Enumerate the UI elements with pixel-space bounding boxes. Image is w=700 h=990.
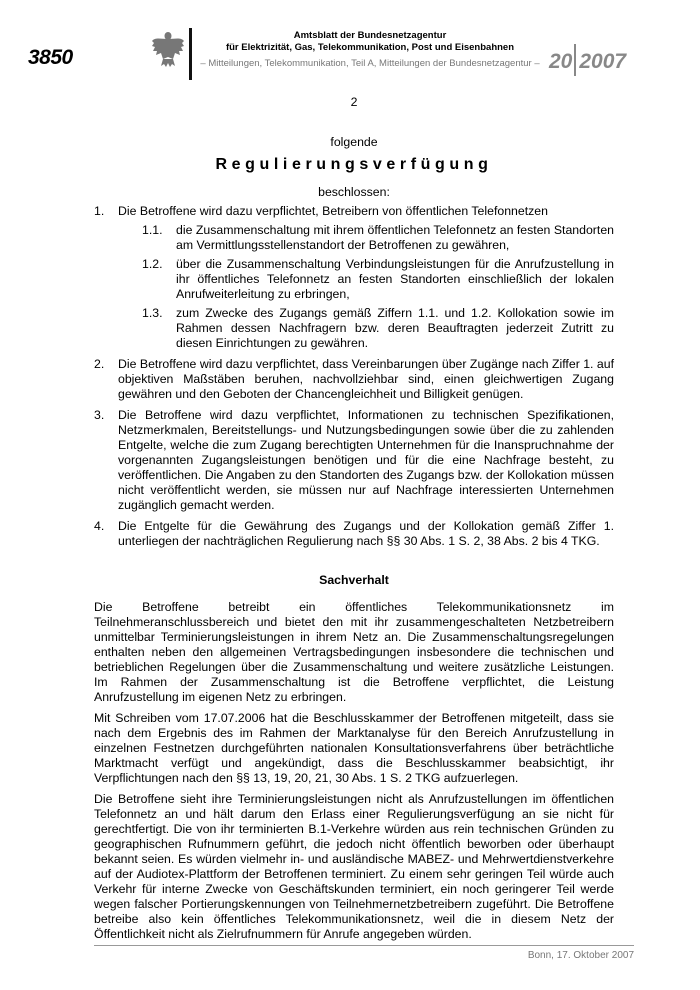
- item-text: Die Entgelte für die Gewährung des Zugangs und der Kollokation gemäß Ziffer 1. unterliegen der nachträglichen Regulierung nach §§ 30 Abs. 1 S. 2, 38 Abs. 2 bis 4 TKG.: [118, 519, 614, 548]
- paragraph: Mit Schreiben vom 17.07.2006 hat die Beschlusskammer der Betroffenen mitgeteilt, dass sie nach dem Ergebnis des im Rahmen der Marktanalyse für den Bereich Anrufzustellung in einzelnen Festnetzen durchgeführten nationalen Konsultationsverfahrens über beträchtliche Marktmacht verfügt und angekündigt, dass die Beschlusskammer beabsichtigt, ihr Verpflichtungen nach den §§ 13, 19, 20, 21, 30 Abs. 1 S. 2 TKG aufzuerlegen.: [94, 711, 614, 785]
- document-body: [94, 95, 614, 948]
- header-title-block: [200, 30, 540, 70]
- list-item: [94, 357, 614, 402]
- sub-item: [142, 223, 614, 253]
- item-number: 2.: [94, 357, 105, 371]
- footer-place-date: Bonn, 17. Oktober 2007: [527, 950, 634, 961]
- document-title: Regulierungsverfügung: [215, 156, 493, 173]
- issue-divider: [574, 44, 576, 76]
- item-text: Die Betroffene wird dazu verpflichtet, Informationen zu technischen Spezifikationen, Netzmerkmalen, Bereitstellungs- und Nutzungsbedingungen sowie über die zu zahlenden Entgelte, welche die zum Zugang berechtigten Unternehmen für die Inanspruchnahme der vorgenannten Zugangsleistungen benötigen und für die eine Nachfrage besteht, zu veröffentlichen. Die Angaben zu den Standorten des Zugangs bzw. der Kollokation müssen nicht veröffentlicht werden, sie müssen nur auf Nachfrage interessierten Unternehmen zugänglich gemacht werden.: [118, 408, 614, 512]
- federal-eagle-icon: [151, 29, 185, 69]
- item-number: 4.: [94, 519, 105, 533]
- sub-item-number: 1.1.: [142, 223, 163, 237]
- journal-title: Amtsblatt der Bundesnetzagentur: [293, 30, 447, 41]
- intro-text: folgende: [330, 135, 378, 149]
- footer-divider: [94, 945, 634, 946]
- section-heading: Sachverhalt: [319, 573, 389, 587]
- list-item: [94, 519, 614, 549]
- issue-info: [549, 44, 626, 76]
- sub-item: [142, 257, 614, 302]
- item-text: Die Betroffene wird dazu verpflichtet, dass Vereinbarungen über Zugänge nach Ziffer 1. auf objektiven Maßstäben beruhen, nachvollziehbar sind, einen gleichwertigen Zugang gewähren und den Geboten der Chancengleichheit und Billigkeit genügen.: [118, 357, 614, 401]
- paragraph: Die Betroffene betreibt ein öffentliches Telekommunikationsnetz im Teilnehmeranschlussbereich und bietet den mit ihr zusammengeschalteten Netzbetreibern unmittelbar Terminierungsleistungen in ihrem Netz an. Die Zusammenschaltungsregelungen enthalten neben den allgemeinen Vertragsbedingungen insbesondere die technischen und betrieblichen Regelungen über die Zusammenschaltung und weitere zusätzliche Leistungen. Im Rahmen der Zusammenschaltung ist die Betroffene verpflichtet, die Leistung Anrufzustellung im eigenen Netz zu erbringen.: [94, 600, 614, 704]
- sub-item-text: zum Zwecke des Zugangs gemäß Ziffern 1.1. und 1.2. Kollokation sowie im Rahmen dessen Nachfragern bzw. deren Beauftragten jederzeit Zutritt zu diesen Einrichtungen zu gewähren.: [176, 306, 614, 350]
- decided-text: beschlossen:: [318, 185, 390, 199]
- sub-item-text: über die Zusammenschaltung Verbindungsleistungen für die Anrufzustellung in ihr öffentliches Telefonnetz an festen Standorten einschließlich der lokalen Anrufweiterleitung zu erbringen,: [176, 257, 614, 301]
- journal-section: – Mitteilungen, Telekommunikation, Teil A, Mitteilungen der Bundesnetzagentur –: [200, 58, 540, 69]
- internal-page-number: 2: [350, 95, 358, 109]
- issue-number: 20: [549, 50, 573, 73]
- item-number: 1.: [94, 204, 105, 218]
- list-item: [94, 408, 614, 513]
- journal-subtitle: für Elektrizität, Gas, Telekommunikation, Post und Eisenbahnen: [225, 42, 515, 53]
- paragraph: Die Betroffene sieht ihre Terminierungsleistungen nicht als Anrufzustellungen im öffentlichen Telefonnetz an und hält darum den Erlass einer Regulierungsverfügung an sie nicht für gerechtfertigt. Die von ihr terminierten B.1-Verkehre würden aus rein technischen Gründen zu geographischen Rufnummern geführt, die jedoch nicht öffentlich beworben oder überhaupt bekannt seien. Es würden vielmehr in- und ausländische MABEZ- und Mehrwertdienstverkehre auf der Audiotex-Plattform der Betroffenen terminiert. Zu einem sehr geringen Teil würde auch Verkehr für interne Zwecke von Geschäftskunden terminiert, ein noch geringerer Teil werde wegen falscher Portierungskennungen von Teilnehmernetzbetreibern zugeführt. Die Betroffene betreibe also kein öffentliches Telekommunikationsnetz, weil die in diesem Netz der Öffentlichkeit nicht als Zielrufnummern für Anrufe angegeben würden.: [94, 792, 614, 941]
- sub-item-number: 1.3.: [142, 306, 163, 320]
- header-divider: [189, 28, 192, 80]
- sub-item-number: 1.2.: [142, 257, 163, 271]
- sub-item: [142, 306, 614, 351]
- item-text: Die Betroffene wird dazu verpflichtet, Betreibern von öffentlichen Telefonnetzen: [118, 204, 548, 218]
- issue-year: 2007: [579, 50, 627, 73]
- item-number: 3.: [94, 408, 105, 422]
- sub-item-text: die Zusammenschaltung mit ihrem öffentlichen Telefonnetz an festen Standorten am Vermittlungsstellenstandort der Betroffenen zu gewähren,: [176, 223, 614, 252]
- list-item: [94, 204, 614, 351]
- page-number: 3850: [28, 46, 73, 69]
